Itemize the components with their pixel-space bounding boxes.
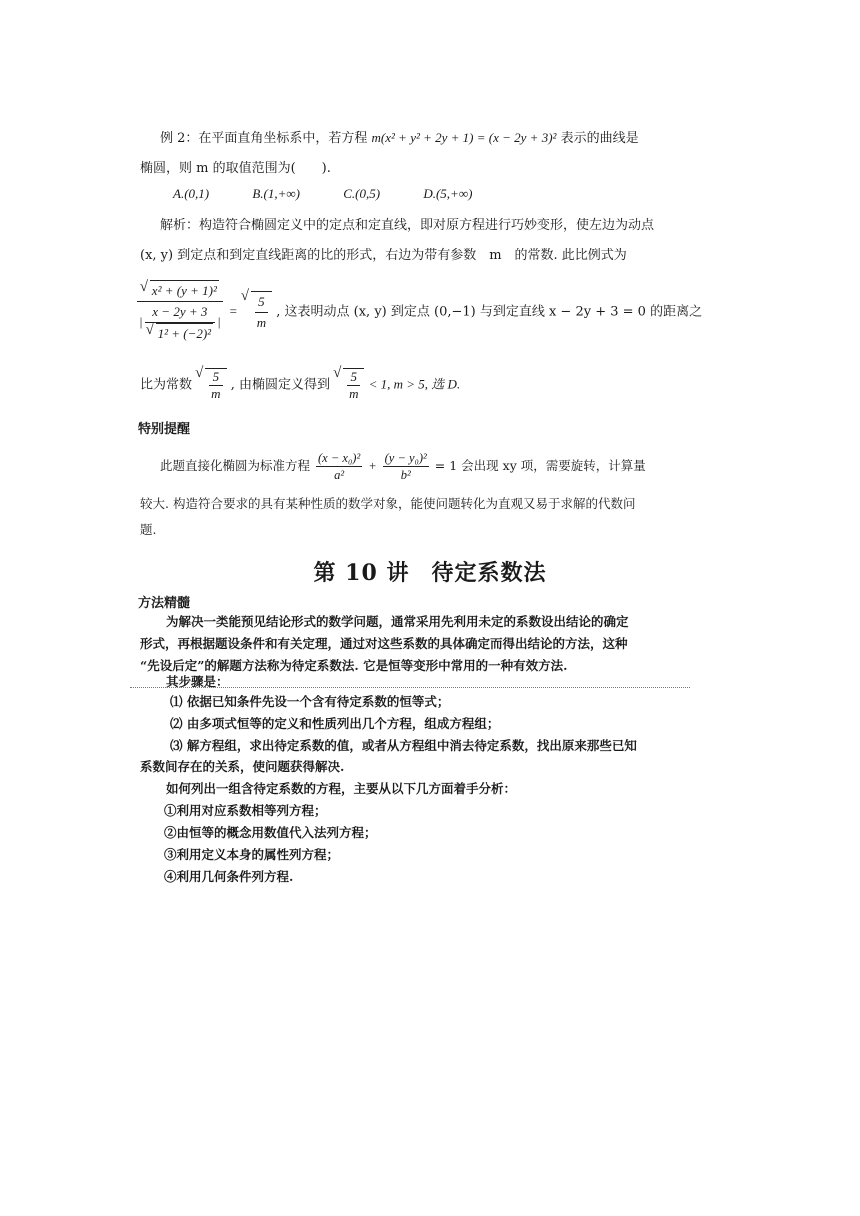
example-options xyxy=(173,186,512,202)
step-2: ⑵ 由多项式恒等的定义和性质列出几个方程，组成方程组； xyxy=(170,716,500,731)
method-para-2: 形式，再根据题设条件和有关定理，通过对这些系数的具体确定而得出结论的方法，这种 xyxy=(140,636,628,651)
distance-ratio-fraction: √ x² + (y + 1)² | x − 2y + 3 √ 1² + (−2)² | xyxy=(137,280,223,344)
example-line-1 xyxy=(160,127,639,146)
constant-root-1-num: √ 5 xyxy=(209,369,222,386)
lecture-number: 第 10 讲 xyxy=(313,560,410,586)
distance-to-point: √ x² + (y + 1)² xyxy=(150,280,219,301)
constant-root-2-den: m xyxy=(349,386,359,401)
how-to-list: 如何列出一组含待定系数的方程，主要从以下几方面着手分析： xyxy=(166,781,517,796)
method-para-1: 为解决一类能预见结论形式的数学问题，通常采用先利用未定的系数设出结论的确定 xyxy=(166,614,629,629)
example-line-1-suffix: 表示的曲线是 xyxy=(560,131,639,146)
constant-root-1-den: m xyxy=(211,386,221,401)
lecture-title xyxy=(0,556,860,587)
ratio-constant-num: √ 5 xyxy=(255,292,268,313)
ratio-constant-root xyxy=(251,291,272,333)
option-c: C.(0,5) xyxy=(343,186,381,201)
tip-line-1-suffix: = 1 会出现 xy 项，需要旋转，计算量 xyxy=(434,458,646,473)
ellipse-term-y xyxy=(383,450,429,483)
tip-line-1: 此题直接化椭圆为标准方程 $\frac{\text{(x − x₀)²}}{\text{a²}}$ + $\frac{\text{(y − y₀)²}}{\text{b²}}$ = 1 会出现 xy 项，需要旋转，计算量 xyxy=(160,451,646,482)
line-norm: √ 1² + (−2)² xyxy=(156,323,214,344)
ellipse-term-y-den: b² xyxy=(400,468,411,482)
steps-label: 其步骤是： xyxy=(166,674,229,689)
tip-heading: 特别提醒 xyxy=(138,422,191,437)
analysis-line-4-prefix: 比为常数 xyxy=(140,377,193,393)
analysis-line-4 xyxy=(140,368,460,402)
section-heading: 方法精髓 xyxy=(138,596,191,611)
ellipse-term-y-num: (y − y₀)² xyxy=(384,451,427,465)
ellipse-term-x-den: a² xyxy=(334,468,345,482)
analysis-line-4-suffix: < 1, m > 5, 选 D. xyxy=(368,376,461,392)
constant-root-2-num: √ 5 xyxy=(347,369,360,386)
analysis-line-3-suffix: , 这表明动点 (x, y) 到定点 (0,−1) 与到定直线 x − 2y + 3 = 0 的距离之 xyxy=(276,304,703,320)
ratio-constant-den: m xyxy=(256,315,267,331)
method-item-2: ②由恒等的概念用数值代入法列方程； xyxy=(164,825,377,840)
step-3b: 系数间存在的关系，使问题获得解决. xyxy=(140,759,345,774)
analysis-line-4-mid: , 由椭圆定义得到 xyxy=(230,377,330,393)
analysis-line-1: 解析：构造符合椭圆定义中的定点和定直线，即对原方程进行巧妙变形，使左边为动点 xyxy=(160,218,655,233)
ellipse-term-x-num: (x − x₀)² xyxy=(318,451,361,465)
method-item-1: ①利用对应系数相等列方程； xyxy=(164,803,327,818)
step-1: ⑴ 依据已知条件先设一个含有待定系数的恒等式； xyxy=(170,694,450,709)
example-equation: m(x² + y² + 2y + 1) = (x − 2y + 3)² xyxy=(371,130,557,145)
analysis-line-2: (x, y) 到定点和到定直线距离的比的形式，右边为带有参数 m 的常数. 此比例式为 xyxy=(140,248,627,263)
tip-line-3: 题. xyxy=(140,522,157,537)
option-b: B.(1,+∞) xyxy=(252,186,300,201)
method-para-3: “先设后定”的解题方法称为待定系数法. 它是恒等变形中常用的一种有效方法. xyxy=(140,658,568,673)
constant-root-1 xyxy=(205,368,226,402)
method-item-4: ④利用几何条件列方程. xyxy=(164,869,294,884)
lecture-name: 待定系数法 xyxy=(431,560,547,586)
ellipse-term-x xyxy=(316,450,362,483)
option-a: A.(0,1) xyxy=(173,186,210,201)
step-3a: ⑶ 解方程组，求出待定系数的值，或者从方程组中消去待定系数，找出原来那些已知 xyxy=(170,738,637,753)
line-expression: x − 2y + 3 xyxy=(145,302,216,323)
constant-root-2 xyxy=(343,368,364,402)
analysis-ratio-formula: √ x² + (y + 1)² | x − 2y + 3 √ 1² + (−2)² | = √ $\frac{5}{m}$ , 这表明动点 (x, y) 到定点 (0,−1) 与到定直线 x − 2y + 3 = 0 的距离之 xyxy=(135,280,702,344)
example-line-2: 椭圆，则 m 的取值范围为( ). xyxy=(140,161,331,176)
example-line-1-prefix: 例 2：在平面直角坐标系中，若方程 xyxy=(160,131,368,146)
dotted-divider xyxy=(130,687,690,688)
tip-line-2: 较大. 构造符合要求的具有某种性质的数学对象，能使问题转化为直观又易于求解的代数问 xyxy=(140,496,636,511)
tip-line-1-prefix: 此题直接化椭圆为标准方程 xyxy=(160,458,311,473)
option-d: D.(5,+∞) xyxy=(423,186,473,201)
method-item-3: ③利用定义本身的属性列方程； xyxy=(164,847,340,862)
